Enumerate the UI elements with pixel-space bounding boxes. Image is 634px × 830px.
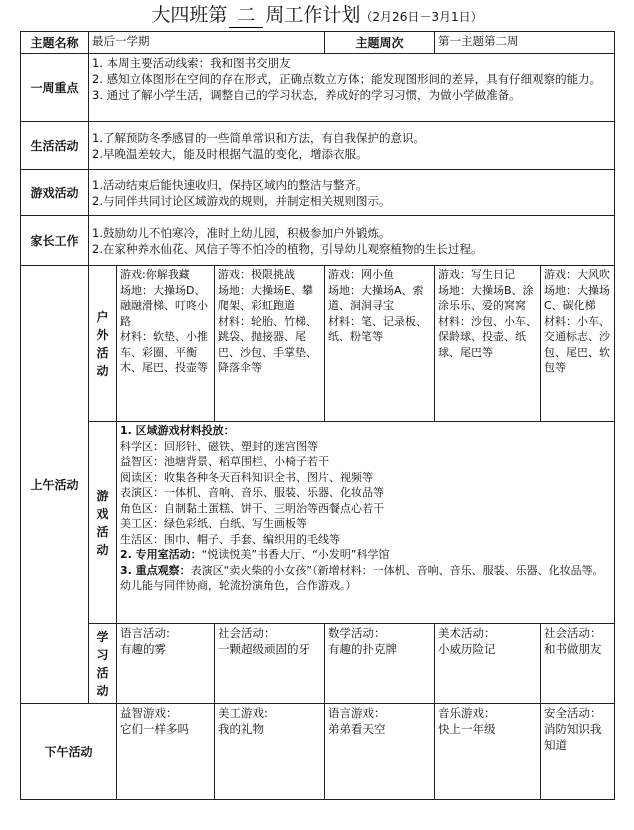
- afternoon-name: 弟弟看天空: [328, 722, 386, 736]
- play-content: [117, 422, 615, 624]
- topic-label: 主题名称: [21, 32, 89, 54]
- play-area: 益智区：池塘背景、稻草围栏、小椅子若干: [120, 455, 329, 468]
- play-row: [21, 422, 615, 624]
- play-heading: 3. 重点观察：: [120, 563, 191, 577]
- play-heading: 2. 专用室活动：: [120, 548, 202, 561]
- outdoor-cell: 游戏：大风吹 场地：大操场C、碳化梯 材料：小车、交通标志、沙包、尾巴、软包等: [541, 266, 615, 422]
- afternoon-name: 快上一年级: [438, 722, 496, 736]
- game-item: 2.与同伴共同讨论区域游戏的规则，并制定相关规则图示。: [92, 193, 391, 208]
- study-type: 语言活动:: [120, 626, 170, 640]
- study-type: 美术活动：: [438, 626, 496, 640]
- study-cell: [435, 624, 541, 704]
- title-prefix: 大四班第: [151, 4, 228, 26]
- afternoon-type: 益智游戏：: [120, 706, 178, 720]
- study-type: 社会活动：: [544, 626, 602, 640]
- play-special-rooms: “悦读悦美”书香大厅、“小发明”科学馆: [201, 548, 390, 561]
- outdoor-label: 户外活动: [89, 266, 117, 422]
- parent-label: 家长工作: [21, 216, 89, 266]
- parent-item: 2.在家种养水仙花、风信子等不怕冷的植物，引导幼儿观察植物的生长过程。: [92, 241, 483, 256]
- study-type: 社会活动：: [218, 626, 276, 640]
- study-name: 有趣的雾: [120, 642, 166, 656]
- study-name: 一颗超级顽固的牙: [218, 642, 310, 656]
- study-cell: [215, 624, 325, 704]
- game-item: 1.活动结束后能快速收归，保持区域内的整洁与整齐。: [92, 177, 368, 192]
- afternoon-type: 安全活动：: [544, 706, 602, 720]
- study-cell: [325, 624, 435, 704]
- study-type: 数学活动：: [328, 626, 386, 640]
- life-row: [21, 122, 615, 170]
- play-area: 美工区：绿色彩纸、白纸、写生画板等: [120, 517, 307, 530]
- title-suffix: 周工作计划: [265, 4, 361, 26]
- study-cell: [541, 624, 615, 704]
- morning-label: 上午活动: [21, 266, 89, 704]
- focus-content: [89, 54, 615, 122]
- study-row: [21, 624, 615, 704]
- life-item: 2.早晚温差较大，能及时根据气温的变化，增添衣服。: [92, 146, 368, 161]
- study-name: 和书做朋友: [544, 642, 602, 656]
- afternoon-name: 消防知识我知道: [544, 722, 602, 752]
- afternoon-cell: [117, 704, 215, 800]
- afternoon-label: 下午活动: [21, 704, 117, 800]
- focus-item: 2. 感知立体图形在空间的存在形式，正确点数立方体；能发现图形间的差异，具有仔细观察的能力。: [92, 72, 602, 86]
- afternoon-cell: [541, 704, 615, 800]
- afternoon-cell: [215, 704, 325, 800]
- game-label: 游戏活动: [21, 170, 89, 216]
- week-label: 主题周次: [325, 32, 435, 54]
- focus-row: [21, 54, 615, 122]
- study-name: 小威历险记: [438, 642, 496, 656]
- play-area: 角色区：自制黏土蛋糕、饼干、三明治等西餐点心若干: [120, 501, 384, 515]
- afternoon-row: [21, 704, 615, 800]
- study-name: 有趣的扑克牌: [328, 642, 397, 656]
- play-area: 科学区：回形针、磁铁、塑封的迷宫图等: [120, 439, 318, 453]
- play-label: 游戏活动: [89, 422, 117, 624]
- outdoor-cell: 游戏：极限挑战 场地：大操场E、攀爬架、彩虹跑道 材料：轮胎、竹梯、跳袋、抛接器、尾巴、沙包、手掌垫、降落伞等: [215, 266, 325, 422]
- outdoor-row: [21, 266, 615, 422]
- plan-table: [20, 31, 615, 800]
- afternoon-cell: [325, 704, 435, 800]
- play-observation: 表演区“卖火柴的小女孩”（新增材料：一体机、音响、音乐、服装、乐器、化妆品等。幼儿能与同伴协商，轮流扮演角色，合作游戏。）: [120, 563, 604, 592]
- play-heading: 1. 区域游戏材料投放：: [120, 424, 235, 437]
- title-dates: （2月26日－3月1日）: [360, 10, 483, 24]
- focus-item: 1. 本周主要活动线索：我和图书交朋友: [92, 56, 291, 70]
- topic-value: 最后一学期: [89, 32, 325, 54]
- outdoor-cell: 游戏：网小鱼 场地：大操场A、索道、洞洞寻宝 材料：笔、记录板、纸、粉笔等: [325, 266, 435, 422]
- game-content: [89, 170, 615, 216]
- title-week: 二: [229, 5, 263, 28]
- afternoon-name: 我的礼物: [218, 722, 264, 736]
- afternoon-type: 语言游戏：: [328, 706, 386, 720]
- afternoon-type: 美工游戏:: [218, 706, 268, 720]
- life-label: 生活活动: [21, 122, 89, 170]
- parent-row: [21, 216, 615, 266]
- week-value: 第一主题第二周: [435, 32, 615, 54]
- page-title: [0, 0, 634, 30]
- play-area: 表演区：一体机、音响、音乐、服装、乐器、化妆品等: [120, 486, 384, 499]
- play-area: 阅读区：收集各种冬天百科知识全书、图片、视频等: [120, 470, 373, 484]
- parent-content: [89, 216, 615, 266]
- afternoon-type: 音乐游戏：: [438, 706, 496, 720]
- life-item: 1.了解预防冬季感冒的一些简单常识和方法，有自我保护的意识。: [92, 130, 425, 145]
- outdoor-cell: 游戏:你解我藏 场地：大操场D、融融滑梯、叮咚小路 材料：软垫、小推车、彩圈、平衡木、尾巴、投壶等: [117, 266, 215, 422]
- play-area: 生活区：围巾、帽子、手套、编织用的毛线等: [120, 532, 340, 546]
- afternoon-cell: [435, 704, 541, 800]
- outdoor-cell: 游戏：写生日记 场地：大操场B、涂涂乐乐、爱的窝窝 材料：沙包、小车、保龄球、投壶、纸球、尾巴等: [435, 266, 541, 422]
- study-label: 学习活动: [89, 624, 117, 704]
- parent-item: 1.鼓励幼儿不怕寒冷，准时上幼儿园，积极参加户外锻炼。: [92, 225, 391, 240]
- meta-row: [21, 32, 615, 54]
- focus-label: 一周重点: [21, 54, 89, 122]
- life-content: [89, 122, 615, 170]
- focus-item: 3. 通过了解小学生活，调整自己的学习状态，养成好的学习习惯，为做小学做准备。: [92, 88, 521, 102]
- game-row: [21, 170, 615, 216]
- study-cell: [117, 624, 215, 704]
- afternoon-name: 它们一样多吗: [120, 722, 189, 736]
